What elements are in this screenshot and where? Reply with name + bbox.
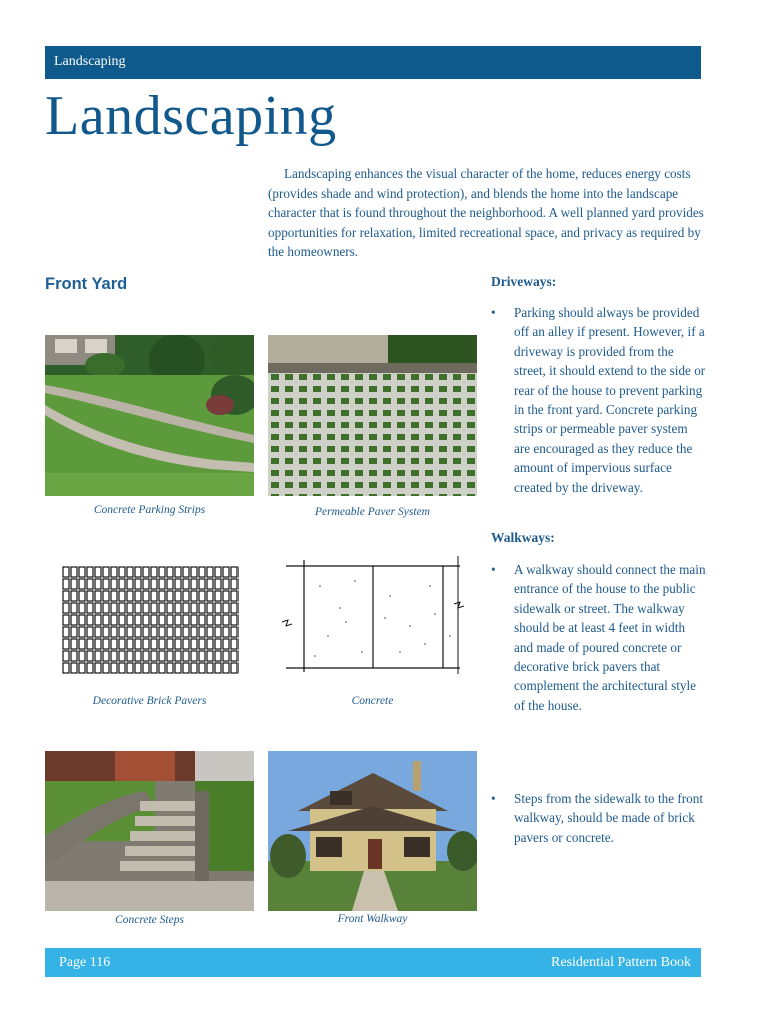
driveways-bullet: • Parking should always be provided off an alley if present. However, if a driveway is provided from the street, it should extend to the side or rear of the house to prevent parking in the front yard. Concrete parking strips or permeable paver system are encouraged as they reduce the amount of impervious surface created by the driveway. bbox=[491, 303, 706, 497]
caption-permeable-paver-system: Permeable Paver System bbox=[315, 506, 430, 518]
photo-front-walkway bbox=[268, 751, 477, 911]
footer-page-number: Page 116 bbox=[59, 955, 111, 970]
driveways-heading: Driveways: bbox=[491, 274, 557, 289]
photo-permeable-paver-system bbox=[268, 335, 477, 496]
page-title: Landscaping bbox=[45, 85, 337, 147]
walkways-heading: Walkways: bbox=[491, 530, 555, 545]
caption-decorative-brick-pavers: Decorative Brick Pavers bbox=[92, 695, 207, 707]
drawing-decorative-brick-pavers bbox=[62, 566, 239, 674]
photo-concrete-steps bbox=[45, 751, 254, 911]
header-band-label: Landscaping bbox=[54, 54, 126, 69]
intro-paragraph: Landscaping enhances the visual character of the home, reduces energy costs (provides shade and wind protection), and blends the home into the landscape character that is found throughout the neighborhood. A well planned yard provides opportunities for relaxation, limited recreational space, and privacy as required by the homeowners. bbox=[268, 166, 704, 259]
walkways-bullet-1: • A walkway should connect the main entrance of the house to the public sidewalk or street. The walkway should be at least 4 feet in width and made of poured concrete or decorative brick pavers that complement the architectural style of the house. bbox=[491, 560, 706, 715]
footer-band bbox=[45, 948, 701, 977]
caption-concrete-steps: Concrete Steps bbox=[115, 914, 184, 926]
header-band bbox=[45, 46, 701, 79]
caption-front-walkway: Front Walkway bbox=[337, 913, 408, 925]
caption-concrete-parking-strips: Concrete Parking Strips bbox=[93, 504, 206, 516]
walkways-bullet-2: • Steps from the sidewalk to the front walkway, should be made of brick pavers or concrete. bbox=[491, 789, 706, 847]
photo-concrete-parking-strips bbox=[45, 335, 254, 496]
section-heading-front-yard: Front Yard bbox=[45, 275, 128, 293]
footer-book-title: Residential Pattern Book bbox=[551, 955, 691, 970]
drawing-concrete bbox=[280, 556, 466, 674]
caption-concrete: Concrete bbox=[351, 695, 394, 707]
